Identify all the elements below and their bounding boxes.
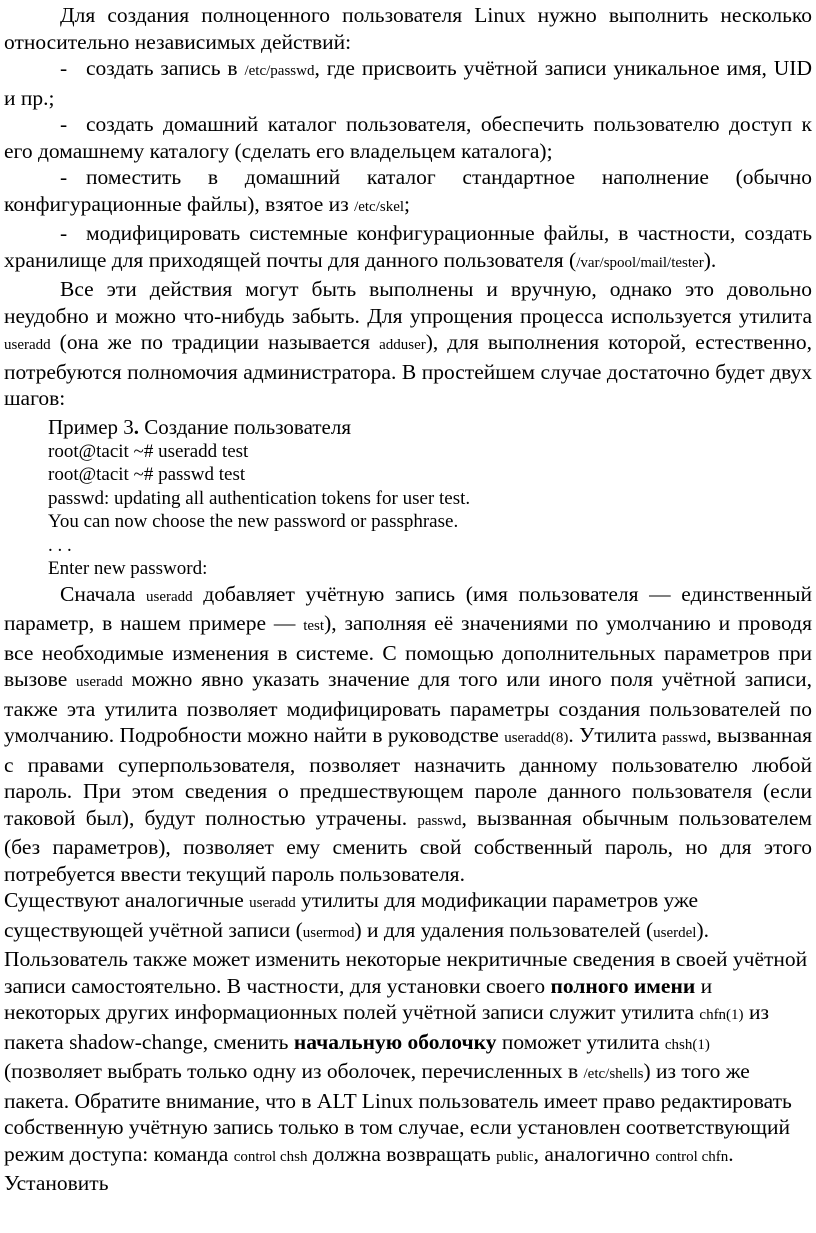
paragraph-text: ) и для удаления пользователей ( [354,917,654,942]
inline-code: useradd [249,895,296,911]
inline-code: /etc/passwd [244,63,315,79]
paragraph-text: ). Пользователь также может изменить некоторые некритичные сведения в своей учётной записи самостоятельно. В частности, для установки своего [4,917,808,998]
inline-code: public [496,1148,534,1165]
paragraph-text: ), для выполнения которой, естественно, потребуются полномочия администратора. В простейшем случае достаточно будет двух шагов: [4,330,812,410]
inline-code: passwd [662,730,707,746]
paragraph-text: , аналогично [533,1141,656,1166]
paragraph-text: Сначала [60,581,146,606]
paragraph [4,887,812,1197]
paragraph-text: (позволяет выбрать только одну из оболочек, перечисленных в [4,1059,584,1083]
bullet-item [4,164,812,220]
paragraph-text: (она же по традиции называется [50,330,380,354]
example-title-dot: . [133,414,145,439]
bullet-dash: - [60,165,68,189]
inline-code: control chfn [655,1148,729,1165]
intro-paragraph [4,2,812,55]
paragraph-text: можно явно указать значение для того или иного поля учётной записи, также эта утилита позволяет модифицировать параметры создания пользователей по умолчанию. Подробности можно найти в руководстве [4,667,812,747]
bullet-dash: - [60,221,68,245]
inline-code: test [303,618,325,634]
bullet-text: ; [404,191,411,216]
paragraph [4,581,812,888]
example-block [4,414,812,581]
inline-code: /var/spool/mail/tester [576,254,704,271]
inline-code: /etc/skel [354,198,405,215]
inline-code: useradd [4,337,51,353]
code-line: . . . [48,534,72,556]
code-line: root@tacit ~# useradd test [48,440,249,462]
inline-code: chfn(1) [699,1007,744,1023]
bullet-item [4,220,812,276]
inline-code: passwd [417,812,462,829]
code-line: You can now choose the new password or passphrase. [48,511,459,532]
example-title [48,414,812,440]
example-title-text: Создание пользователя [144,414,351,439]
inline-code: useradd(8) [504,730,569,746]
paragraph-text: , вызванная обычным пользователем (без параметров), позволяет ему сменить свой собственный пароль, но для этого потребуется ввести текущий пароль пользователя. [4,805,812,886]
inline-code: /etc/shells [583,1066,644,1082]
inline-code: usermod [302,924,355,941]
bullet-text: создать запись в [86,56,245,80]
paragraph-text: должна возвращать [307,1141,497,1166]
paragraph-text: . Утилита [568,723,663,747]
bold-term: полного имени [550,973,696,998]
paragraph-text: Существуют аналогичные [4,888,250,912]
paragraph-text: добавляет учётную запись (имя пользователя — единственный параметр, в нашем примере — [4,581,812,635]
inline-code: useradd [76,674,123,690]
paragraph-text: . Установить [4,1141,734,1195]
paragraph-text: , вызванная с правами суперпользователя, позволяет назначить данному пользователю любой пароль. При этом сведения о предшествующем пароле данного пользователя (если таковой был), будут полностью утрачены. [4,723,812,830]
paragraph-text: ), заполняя её значениями по умолчанию и проводя все необходимые изменения в системе. С помощью дополнительных параметров при вызове [4,611,812,691]
code-line: root@tacit ~# passwd test [48,464,246,485]
code-line: passwd: updating all authentication tokens for user test. [48,487,471,509]
intro-text: Для создания полноценного пользователя Linux нужно выполнить несколько относительно независимых действий: [4,3,812,54]
paragraph-text: поможет утилита [496,1029,665,1054]
bullet-dash: - [60,112,68,136]
paragraph-text: и некоторых других информационных полей учётной записи служит утилита [4,973,713,1024]
code-line: Enter new password: [48,558,208,579]
paragraph-text: Все эти действия могут быть выполнены и вручную, однако это довольно неудобно и можно что-нибудь забыть. Для упрощения процесса используется утилита [4,277,812,328]
inline-code: userdel [653,924,697,941]
paragraph-text: из пакета shadow-change, сменить [4,1000,769,1054]
bullet-item [4,111,812,164]
bullet-text: поместить в домашний каталог стандартное наполнение (обычно конфигурационные файлы), взятое из [4,165,812,216]
bullet-item [4,55,812,111]
inline-code: chsh(1) [664,1036,710,1053]
bullet-text: ). [703,247,717,272]
bullet-text: модифицировать системные конфигурационные файлы, в частности, создать хранилище для приходящей почты для данного пользователя ( [4,221,812,272]
inline-code: useradd [145,588,193,605]
bullet-dash: - [60,56,68,80]
inline-code: control chsh [233,1148,308,1165]
paragraph [4,276,812,412]
bold-term: начальную оболочку [293,1029,497,1054]
inline-code: adduser [379,337,426,353]
bullet-text: , где присвоить учётной записи уникальное имя, UID и пр.; [4,56,812,110]
example-title-number: Пример 3 [48,414,134,439]
bullet-text: создать домашний каталог пользователя, обеспечить пользователю доступ к его домашнему каталогу (сделать его владельцем каталога); [4,112,812,163]
paragraph-text: утилиты для модификации параметров уже существующей учётной записи ( [4,888,699,942]
paragraph-text: ) из того же пакета. Обратите внимание, что в ALT Linux пользователь имеет право редактировать собственную учётную запись только в том случае, если установлен соответствующий режим доступа: команда [4,1059,792,1166]
